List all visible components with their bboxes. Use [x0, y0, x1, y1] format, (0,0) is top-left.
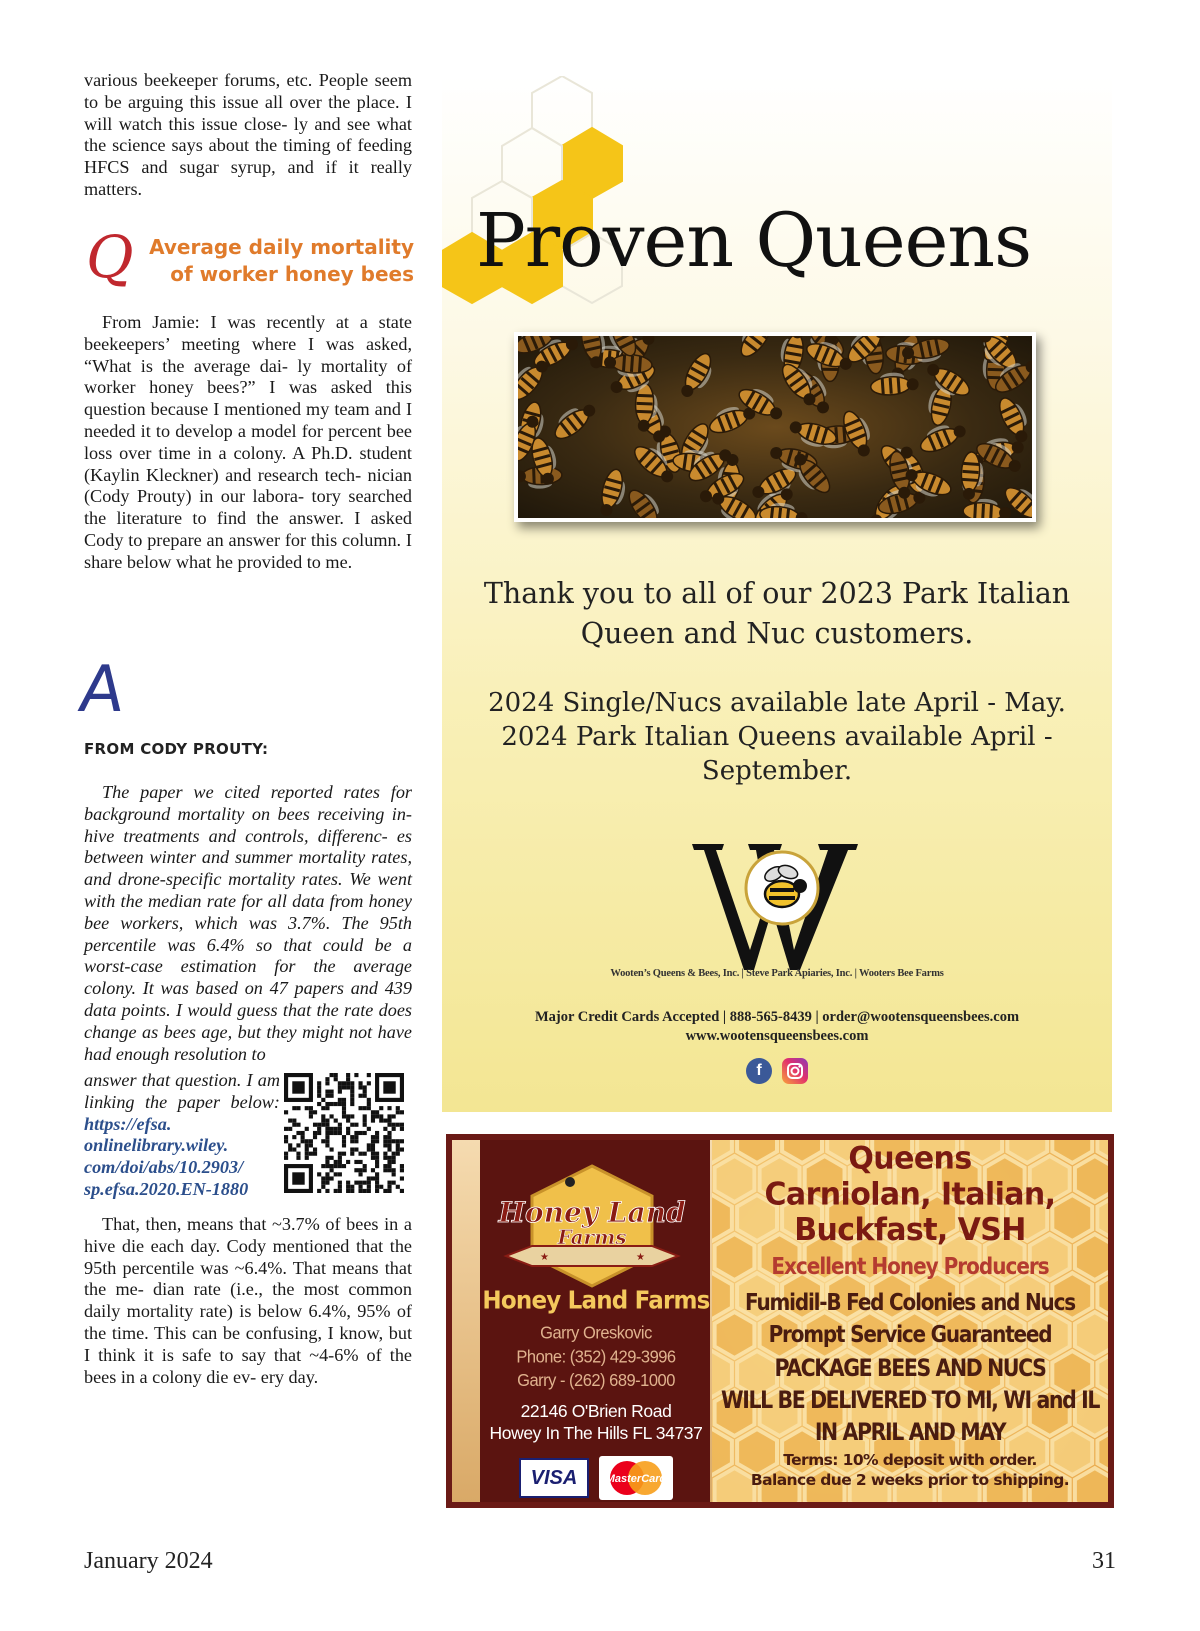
svg-text:★: ★ [636, 1252, 645, 1263]
question-letter: Q [86, 223, 134, 291]
bees-photo [514, 332, 1036, 522]
phone-1[interactable]: Phone: (352) 429-3996 [516, 1347, 676, 1367]
answer-source-heading: FROM CODY PROUTY: [84, 740, 269, 758]
svg-text:Honey Land: Honey Land [498, 1196, 686, 1229]
paragraph-answer: The paper we cited reported rates for background mortality on bees receiving in-hive treatments and controls, differenc- es between winter and summer mortality rates, and drone-specific mortality rates. We went with the median rate for all data from honey bee workers, which was 3.7%. The 95th percentile was 6.4% so that could be a worst-case estimation for the average colony. It was based on 47 papers and 439 data points. I would guess that the rate does change as bees age, but they might not have had enough resolution to [84, 782, 412, 1064]
paper-link[interactable]: https://efsa. onlinelibrary.wiley. com/doi/abs/10.2903/ sp.efsa.2020.EN-1880 [84, 1113, 249, 1199]
queen-types [712, 1141, 1108, 1248]
question-heading [84, 223, 414, 294]
fumidil-line: Fumidil-B Fed Colonies and Nucs [745, 1288, 1075, 1316]
answer-letter: A [74, 653, 129, 727]
thanks-line-2: Queen and Nuc customers. [580, 617, 974, 650]
svg-text:★: ★ [540, 1252, 549, 1263]
paragraph-feeding-close: various beekeeper forums, etc. People seem to be arguing this issue all over the place. I will watch this issue close- ly and see what the science says about the timing of feeding HFCS and sugar syrup, and if it really matters. [84, 70, 412, 199]
company-list: Wooten’s Queens & Bees, Inc. | Steve Park Apiaries, Inc. | Wooters Bee Farms [610, 968, 944, 979]
ad-left-panel [452, 1140, 712, 1502]
footer-date: January 2024 [84, 1548, 213, 1574]
ad-title: Proven Queens [476, 198, 1032, 284]
instagram-icon[interactable] [782, 1058, 808, 1084]
package-line-3: IN APRIL AND MAY [814, 1418, 1006, 1446]
contact-info [442, 1008, 1112, 1046]
availability-line-1: 2024 Single/Nucs available late April - May. [488, 688, 1066, 718]
honey-land-farms-ad[interactable] [446, 1134, 1114, 1508]
visa-logo: VISA [519, 1458, 589, 1498]
queens-heading: Queens [848, 1140, 972, 1178]
ad-right-panel [712, 1140, 1108, 1502]
contact-line: Major Credit Cards Accepted | 888-565-8439 | order@wootensqueensbees.com [534, 1009, 1020, 1025]
thanks-line-1: Thank you to all of our 2023 Park Italian [483, 577, 1071, 610]
proven-queens-ad[interactable] [442, 76, 1112, 1112]
excellent-producers: Excellent Honey Producers [771, 1252, 1049, 1280]
package-line-2: WILL BE DELIVERED TO MI, WI and IL [721, 1386, 1099, 1414]
question-title [149, 234, 414, 288]
queens-line-3: Buckfast, VSH [794, 1211, 1026, 1249]
service-lines [712, 1286, 1108, 1350]
paper-link-text [84, 1070, 280, 1201]
page-number: 31 [1092, 1548, 1116, 1574]
terms-line-1: Terms: 10% deposit with order. [783, 1451, 1037, 1469]
facebook-icon[interactable]: f [746, 1058, 772, 1084]
thanks-text [442, 574, 1112, 654]
question-title-line-2: of worker honey bees [170, 262, 414, 286]
availability-text [442, 686, 1112, 788]
package-delivery [712, 1352, 1108, 1449]
availability-line-2: 2024 Park Italian Queens available April - September. [501, 722, 1053, 786]
phone-2[interactable]: Garry - (262) 689-1000 [517, 1371, 675, 1391]
contact-name: Garry Oreskovic [540, 1323, 652, 1343]
payment-terms [712, 1450, 1108, 1490]
website-link[interactable]: www.wootensqueensbees.com [685, 1028, 869, 1044]
package-line-1: PACKAGE BEES AND NUCS [774, 1354, 1046, 1382]
address-line-2: Howey In The Hills FL 34737 [489, 1423, 703, 1443]
mastercard-logo [599, 1456, 673, 1500]
prompt-line: Prompt Service Guaranteed [768, 1320, 1052, 1348]
farm-address [480, 1400, 712, 1444]
queens-line-2: Carniolan, Italian, [764, 1176, 1056, 1213]
qr-code[interactable] [284, 1073, 404, 1193]
terms-line-2: Balance due 2 weeks prior to shipping. [750, 1471, 1070, 1489]
address-line-1: 22146 O'Brien Road [520, 1401, 672, 1421]
instagram-glyph [782, 1058, 808, 1084]
paragraph-conclusion: That, then, means that ~3.7% of bees in a hive die each day. Cody mentioned that the 95th percentile was ~6.4%. That means that the me- dian rate (i.e., the most common daily mortality rate) is below 6.4%, 95% of the time. This can be confusing, I know, but I think it is safe to say that ~4-6% of the bees in a colony die ev- ery day. [84, 1214, 412, 1387]
svg-text:MasterCard: MasterCard [605, 1473, 667, 1485]
wootens-w-logo [690, 842, 860, 972]
farm-contacts [480, 1321, 712, 1392]
paper-link-intro: answer that question. I am linking the paper below: [84, 1070, 280, 1112]
payment-cards [480, 1456, 712, 1500]
social-icons [442, 1058, 1112, 1084]
svg-text:Farms: Farms [557, 1225, 627, 1249]
farm-name: Honey Land Farms [482, 1286, 710, 1316]
question-title-line-1: Average daily mortality [149, 235, 414, 259]
bee-cluster-image [518, 336, 1032, 518]
paragraph-question: From Jamie: I was recently at a state beekeepers’ meeting where I was asked, “What is the average dai- ly mortality of worker honey bees?” I was asked this question because I mentioned my team and I needed it to develop a model for percent bee loss over time in a colony. A Ph.D. student (Kaylin Kleckner) and research tech- nician (Cody Prouty) in our labora- tory searched the literature to find the answer. I asked Cody to prepare an answer for this column. I share below what he provided to me. [84, 312, 412, 572]
paper-link-block [84, 1070, 412, 1200]
